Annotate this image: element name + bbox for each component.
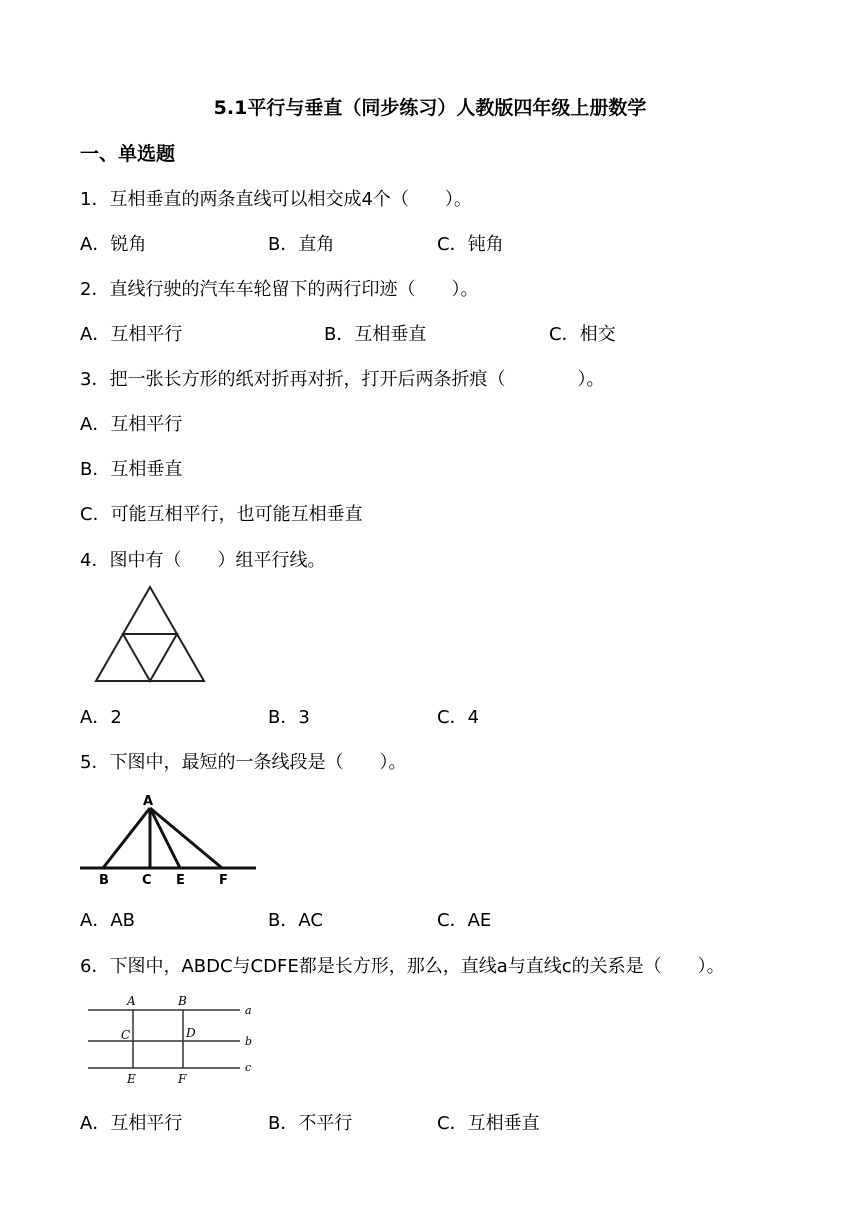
question-1-stem: 1．互相垂直的两条直线可以相交成4个（ ）。 — [80, 189, 472, 210]
segment-af — [150, 808, 222, 868]
line-label-b: b — [245, 1035, 253, 1048]
line-label-a: a — [245, 1004, 252, 1017]
segments-figure — [80, 788, 258, 888]
point-label-e: E — [176, 873, 185, 888]
question-2-option-c: C．相交 — [549, 324, 616, 345]
segment-ab — [103, 808, 150, 868]
question-5-option-b: B．AC — [268, 910, 323, 931]
point-label-e: E — [127, 1072, 136, 1086]
question-1-option-b: B．直角 — [268, 234, 335, 255]
question-5-option-a: A．AB — [80, 910, 135, 931]
section-heading: 一、单选题 — [80, 143, 176, 165]
question-6-option-c: C．互相垂直 — [437, 1113, 540, 1134]
question-4-stem: 4．图中有（ ）组平行线。 — [80, 550, 326, 571]
question-1-option-c: C．钝角 — [437, 234, 504, 255]
question-3-option-b: B．互相垂直 — [80, 459, 183, 480]
page-title: 5.1平行与垂直（同步练习）人教版四年级上册数学 — [213, 97, 647, 119]
point-label-a: A — [127, 994, 136, 1008]
inner-triangle — [123, 634, 177, 681]
question-5-option-c: C．AE — [437, 910, 492, 931]
question-3-option-a: A．互相平行 — [80, 414, 183, 435]
question-6-option-b: B．不平行 — [268, 1113, 353, 1134]
question-4-option-a: A．2 — [80, 707, 122, 728]
point-label-d: D — [186, 1026, 196, 1040]
question-2-stem: 2．直线行驶的汽车车轮留下的两行印迹（ ）。 — [80, 279, 479, 300]
question-6-stem: 6．下图中，ABDC与CDFE都是长方形，那么，直线a与直线c的关系是（ ）。 — [80, 956, 725, 977]
segment-ae — [150, 808, 180, 868]
question-4-option-b: B．3 — [268, 707, 310, 728]
question-2-option-b: B．互相垂直 — [324, 324, 427, 345]
question-1-option-a: A．锐角 — [80, 234, 147, 255]
question-3-stem: 3．把一张长方形的纸对折再对折，打开后两条折痕（ ）。 — [80, 369, 605, 390]
question-6-option-a: A．互相平行 — [80, 1113, 183, 1134]
question-5-stem: 5．下图中，最短的一条线段是（ ）。 — [80, 752, 407, 773]
rectangles-figure — [80, 990, 262, 1090]
question-4-option-c: C．4 — [437, 707, 480, 728]
question-2-option-a: A．互相平行 — [80, 324, 183, 345]
point-label-b: B — [178, 994, 187, 1008]
point-label-c: C — [142, 873, 152, 888]
line-label-c: c — [245, 1061, 252, 1074]
point-label-f: F — [219, 873, 228, 888]
question-3-option-c: C．可能互相平行，也可能互相垂直 — [80, 504, 363, 525]
point-label-b: B — [99, 873, 109, 888]
point-label-a: A — [143, 794, 154, 809]
point-label-c: C — [121, 1028, 131, 1042]
point-label-f: F — [178, 1072, 187, 1086]
triangle-figure — [94, 586, 206, 682]
